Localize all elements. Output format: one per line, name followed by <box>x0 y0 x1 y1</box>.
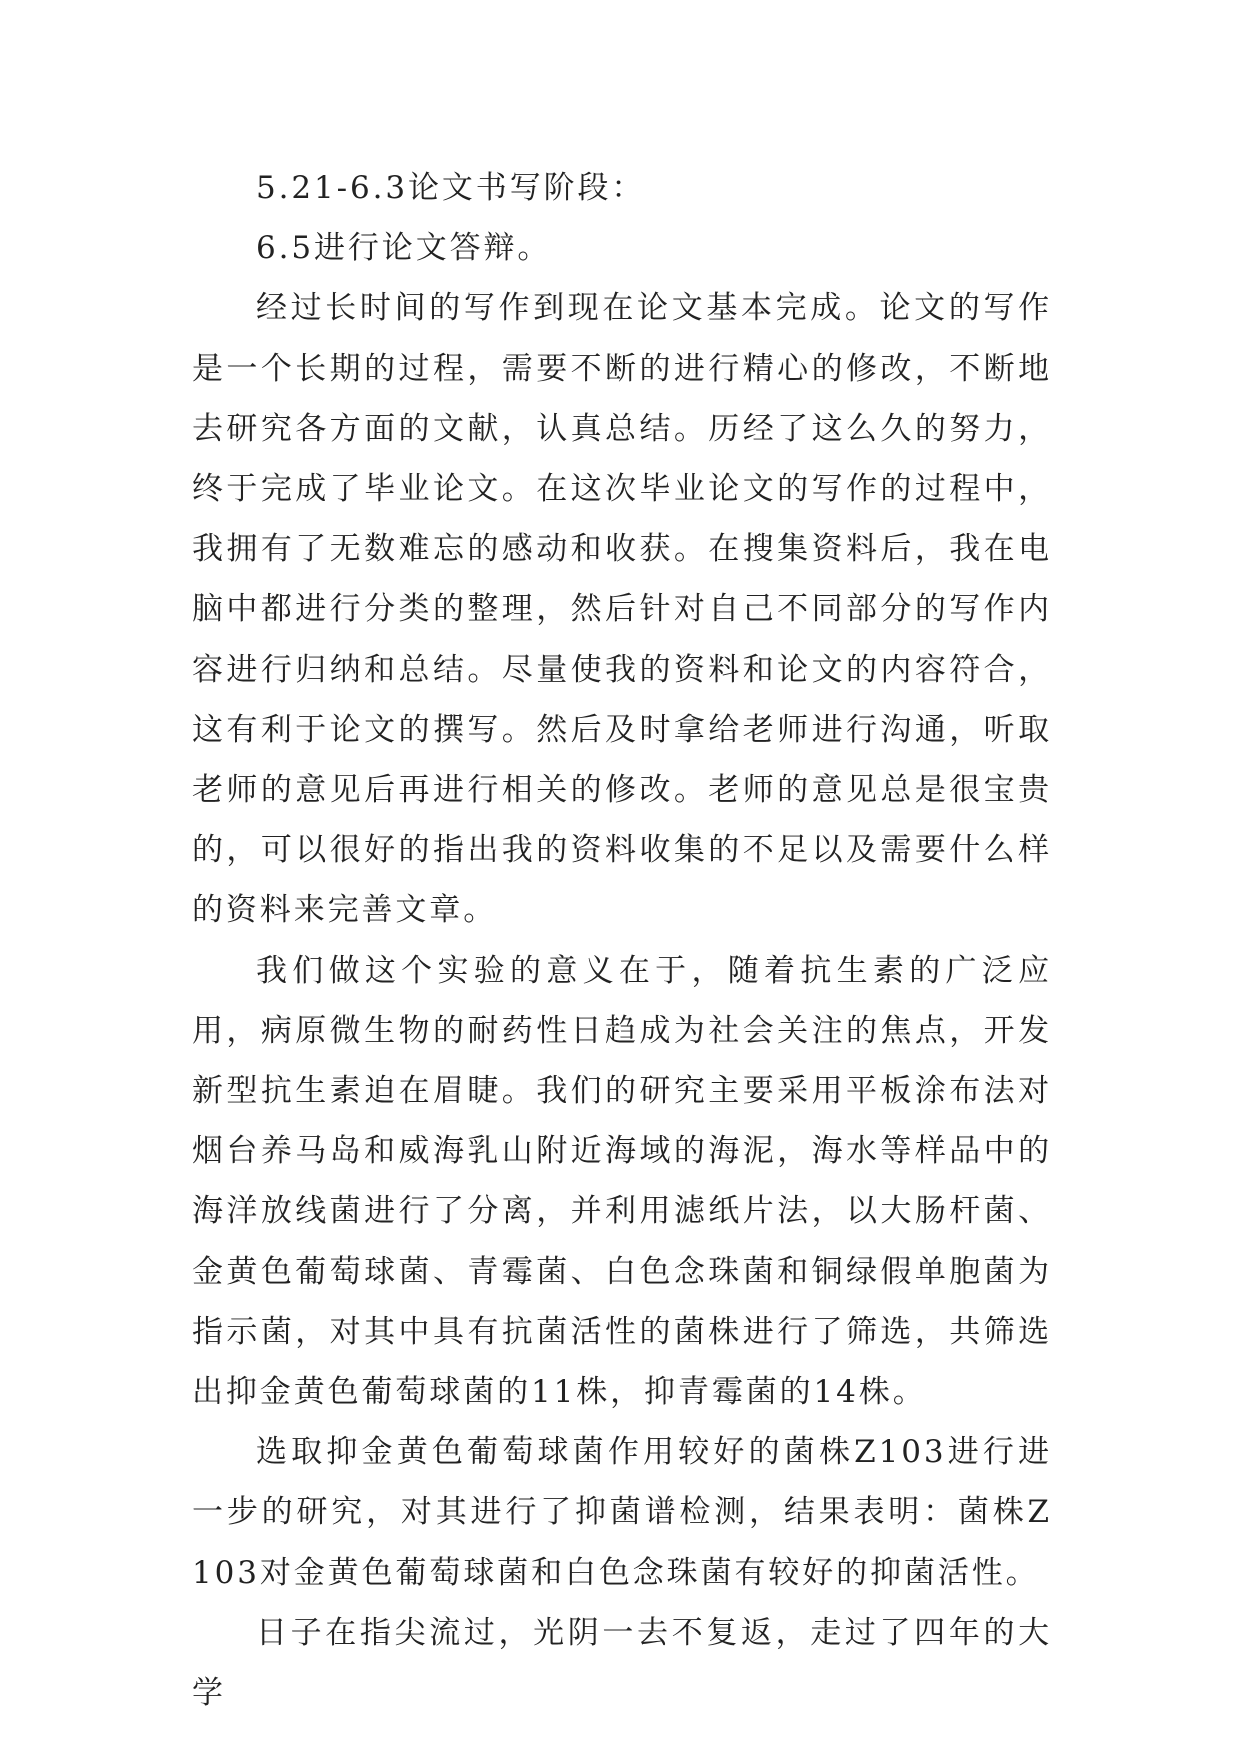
schedule-line-writing: 5.21-6.3论文书写阶段： <box>256 170 646 206</box>
paragraph-writing-process: 经过长时间的写作到现在论文基本完成。论文的写作是一个长期的过程，需要不断的进行精心的修改，不断地去研究各方面的文献，认真总结。历经了这么久的努力，终于完成了毕业论文。在这次毕业论文的写作的过程中，我拥有了无数难忘的感动和收获。在搜集资料后，我在电脑中都进行分类的整理，然后针对自己不同部分的写作内容进行归纳和总结。尽量使我的资料和论文的内容符合，这有利于论文的撰写。然后及时拿给老师进行沟通，听取老师的意见后再进行相关的修改。老师的意见总是很宝贵的，可以很好的指出我的资料收集的不足以及需要什么样的资料来完善文章。 <box>192 290 1052 929</box>
document-body <box>192 158 1052 1723</box>
schedule-line-defense: 6.5进行论文答辩。 <box>256 230 552 267</box>
paragraph-experiment-significance: 我们做这个实验的意义在于，随着抗生素的广泛应用，病原微生物的耐药性日趋成为社会关注的焦点，开发新型抗生素迫在眉睫。我们的研究主要采用平板涂布法对烟台养马岛和威海乳山附近海域的海泥，海水等样品中的海洋放线菌进行了分离，并利用滤纸片法，以大肠杆菌、金黄色葡萄球菌、青霉菌、白色念珠菌和铜绿假单胞菌为指示菌，对其中具有抗菌活性的菌株进行了筛选，共筛选出抑金黄色葡萄球菌的11株，抑青霉菌的14株。 <box>192 952 1052 1411</box>
paragraph-closing: 日子在指尖流过，光阴一去不复返，走过了四年的大学 <box>192 1614 1052 1712</box>
paragraph-strain-z103: 选取抑金黄色葡萄球菌作用较好的菌株Z103进行进一步的研究，对其进行了抑菌谱检测，结果表明：菌株Z103对金黄色葡萄球菌和白色念珠菌有较好的抑菌活性。 <box>192 1434 1052 1591</box>
